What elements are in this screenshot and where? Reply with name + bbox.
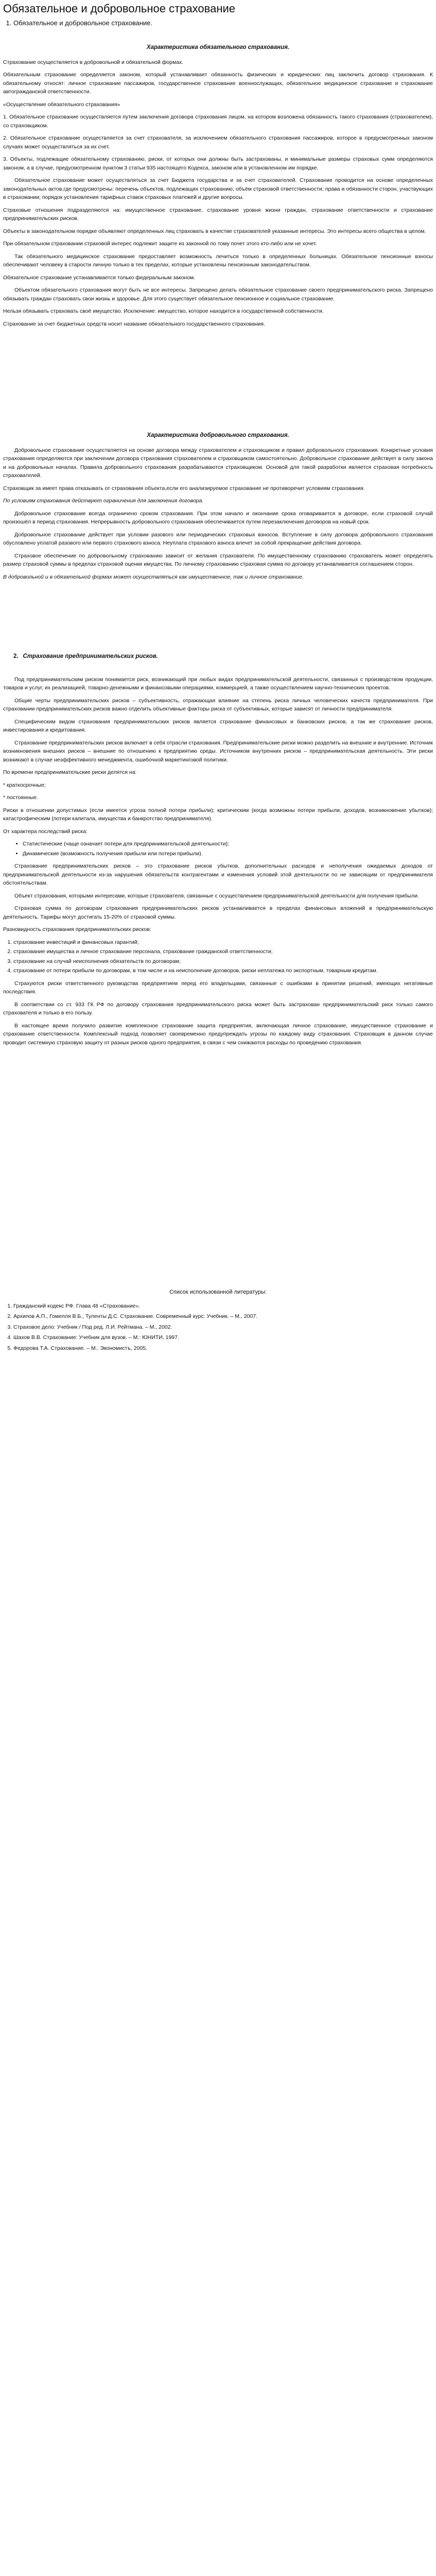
list-item: 4. страхование от потери прибыли по договорам, в том числе и на неисполнение договоров, риски неплатежа по экспортным, товарным кредитам. [13, 967, 433, 975]
paragraph: В добровольной и в обязательной формах может осуществляться как имущественное, так и личное страхование. [3, 573, 304, 580]
paragraph: Страховщик за имеет права отказывать от страхования объекта,если его анализируемое страхование не противоречит условиям страхования. [3, 485, 365, 492]
section-heading-voluntary: Характеристика добровольного страхования. [147, 432, 289, 438]
paragraph: Нельзя обязывать страховать своё имущество. Исключение: имущество, которое находится в государственной собственности. [3, 308, 324, 314]
paragraph: Обязательным страхование определяется законом, который устанавливает обязанность физических и юридических лиц заключить договор страхования. К обязательному относят: личное страхование пассажиров, государственное страхование военнослужащих, обязательное медицинское страхование и страхование автогражданской ответственности. [3, 72, 433, 95]
list-item: 2. страхование имущества и личное страхование персонала, страхование гражданской ответственности; [13, 947, 433, 956]
paragraph: 1. Обязательное страхование осуществляется путем заключения договора страхования лицом, на котором возложена обязанность такого страхования (страхователем), со страховщиком. [3, 114, 433, 129]
paragraph: От характера последствий риска: [3, 828, 88, 835]
references-list [3, 1302, 433, 1353]
section-number: 2. [13, 653, 19, 659]
paragraph: Страхование предпринимательских рисков включает в себя отрасли страхования. Предпринимательские риски можно разделить на внешние и внутренние. Источник возникновения внешних рисков – внешние по отношению к предприятию среды. Источником внутренних рисков – предпринимательская деятельность. Эти риски возникают в случае неэффективного менеджмента, ошибочной маркетинговой политики. [3, 739, 433, 763]
paragraph: Разновидность страхования предпринимательских рисков: [3, 926, 151, 933]
paragraph: Так обязательного медицинское страхование предоставляет возможность лечиться только в определенных больницах. Обязательное пенсионные взносы обеспечивают человеку в старости личную только в тех пределах, которые установлены пенсионным законодательством. [3, 253, 433, 268]
reference-item: 3. Страховое дело: Учебник / Под ред. Л.И. Рейтмана. – М., 2002. [13, 1323, 433, 1332]
paragraph: Страховое обеспечение по добровольному страхованию зависит от желания страхователя. По имущественному страхованию страхователь может определять размер страховой суммы в пределах страховой оценки имущества. По личному страхованию страховая сумма по договору устанавливается соглашением сторон. [3, 552, 433, 567]
paragraph: Объект страхования, которыми интересами, которые страхователя, связанные с осуществлением предпринимательской деятельности для получения прибыли. [14, 892, 419, 899]
section-title: Страхование предпринимательских рисков. [23, 653, 158, 659]
references-title: Список использованной литературы: [169, 1289, 267, 1295]
document-page [0, 2, 436, 2576]
paragraph: При обязательном страховании страховой интерес подлежит защите из законной по тому почет этого кто-либо или не хочет. [3, 241, 317, 247]
paragraph: В настоящее время получило развитие комплексное страхование защита предприятия, включающая личное страхование, имущественное страхование и страхование ответственности. Комплексный подход позволяет своевременно предупреждать угрозы по каждому виду страхования. Страховщик в данном случае проводит системную страховую защиту от разных рисков одного предприятия, в связи с чем снижаются расходы по проведению страхования. [3, 1022, 433, 1046]
paragraph: Добровольное страхование всегда ограничено сроком страхования. При этом начало и окончание срока оговаривается в договоре, если страховой случай произошёл в период страхования. Непрерывность добровольного страхования обеспечивается путем перезаключения договоров на новый срок. [3, 510, 433, 525]
paragraph: Страховая сумма по договорам страхования предпринимательских рисков устанавливается в пределах финансовых вложений в предпринимательскую деятельность. Тарифы могут достигать 15-20% от страховой суммы. [3, 905, 433, 920]
blank-space [3, 332, 433, 420]
paragraph: Добровольное страхование действует при условии разового или периодических страховых взносов. Вступление в силу договора добровольного страхования обусловлено уплатой разового или первого страхового взноса. Неуплата страхового взноса влечет за собой прекращение действия договора. [3, 531, 433, 546]
paragraph: Общие черты предпринимательских рисков – субъективность, отражающая влияние на степень риска личных человеческих качеств предпринимателя. При страховании предпринимательских рисков важно отделить объективные факторы риска от субъективных, которые зависят от личности предпринимателя. [3, 697, 433, 712]
reference-item: 4. Шахов В.В. Страхование: Учебник для вузов. – М.: ЮНИТИ, 1997. [13, 1333, 433, 1342]
bullet-list [3, 840, 433, 858]
list-item: • Динамические (возможность получения прибыли или потери прибыли). [23, 850, 433, 858]
reference-item: 2. Архипов А.П., Гомелля В.Б., Туленты Д.С. Страхование. Современный курс: Учебник. – М., 2007. [13, 1312, 433, 1321]
reference-item: 1. Гражданский кодекс РФ. Глава 48 «Страхование». [13, 1302, 433, 1311]
paragraph: 2. Обязательное страхование осуществляется за счет страхователя, за исключением обязательного страхования пассажиров, которое в предусмотренных законом случаях может осуществляться за их счет. [3, 135, 433, 150]
section-heading-mandatory: Характеристика обязательного страхования. [146, 44, 290, 50]
paragraph: Объекты в законодательном порядке объявляют определенных лиц страховать в качестве страхователей указанные интересы. Это интересы всего общества в целом. [3, 228, 426, 234]
paragraph: 3. Объекты, подлежащие обязательному страхованию, риски, от которых они должны быть застрахованы, и минимальные размеры страховых сумм определяются законом, а в случае, предусмотренном пунктом 3 статьи 935 настоящего Кодекса, законом или в установленном им порядке. [3, 156, 433, 171]
blank-space [3, 585, 433, 647]
paragraph: Объектом обязательного страхования могут быть не все интересы. Запрещено делать обязательное страхование своего предпринимательского риска. Запрещено обязывать граждан страховать свои жизнь и здоровье. Для этого существует обязательное пенсионное и социальное страхование. [3, 287, 433, 302]
paragraph: «Осуществление обязательного страхования» [3, 101, 120, 108]
paragraph: Страхование осуществляется в добровольной и обязательной формах. [3, 59, 184, 65]
reference-item: 5. Федорова Т.А. Страхование. – М.: Экономистъ, 2005. [13, 1344, 433, 1353]
paragraph: Страховые отношения подразделяются на: имущественное страхование, страхование уровня жизни граждан, страхование ответственности и страхование предпринимательских рисков. [3, 207, 433, 222]
numbered-list [3, 938, 433, 975]
paragraph: Специфическим видом страхования предпринимательских рисков является страхование финансовых и банковских рисков, а так же страхование рисков, инвестирования и кредитования. [3, 718, 433, 733]
paragraph: * постоянные. [3, 794, 38, 801]
list-item: 3. страхование на случай неисполнения обязательств по договорам; [13, 957, 433, 966]
document-title: Обязательное и добровольное страхование [3, 2, 235, 15]
paragraph: Добровольное страхование осуществляется на основе договора между страхователем и страховщиком и правил добровольного страхования. Конкретные условия страхования определяются при заключении договора страхования страхователем и страховщиком самостоятельно. Добровольное страхование действует в силу закона и на добровольных началах. Правила добровольного страхования разрабатываются страховщиком. Основой для такой разработки является страховая потребность страхователей. [3, 447, 433, 479]
blank-space [3, 1051, 433, 1288]
paragraph: В соответствии со ст. 933 ГК РФ по договору страхования предпринимательского риска может быть застрахован предпринимательский риск только самого страхователя и только в его пользу. [3, 1001, 433, 1016]
paragraph: * краткосрочные; [3, 782, 46, 788]
paragraph: Обязательное страхование может осуществляться за счет Бюджета государства и за счет страхователей. Страхование проводится на основе определенных законодательных актов,где предусмотрены: перечень объектов, подлежащих страхованию; объём страховой ответственности; права и обязанности сторон, участвующих в страховании; порядок установления тарифных ставок страховых платежей и другие вопросы. [3, 177, 433, 200]
table-of-contents [13, 19, 433, 28]
paragraph: Страхуются риски ответственного руководства предприятием перед его владельцами, связанные с ошибками в принятии решений, имеющих негативные последствия. [3, 980, 433, 995]
paragraph: Обязательное страхование устанавливается только федеральным законом. [3, 274, 196, 281]
paragraph: По условиям страхования действуют ограничения для заключения договора. [3, 498, 204, 504]
paragraph: Страхование за счет бюджетных средств носит название обязательного государственного страхования. [3, 320, 266, 327]
toc-item[interactable]: 1. Обязательное и добровольное страхование. [13, 19, 433, 28]
section-heading-risks [3, 652, 433, 661]
list-item: 1. страхование инвестиций и финансовых гарантий; [13, 938, 433, 947]
paragraph: Риски в отношении допустимых (если имеется угроза полной потери прибыли); критическим (когда возможны потери прибыли, доходов, возникновение убытков); катастрофическим (потери капитала, имущества и банкротство предпринимателя). [3, 807, 433, 822]
paragraph: По времени предпринимательские риски делятся на: [3, 769, 137, 775]
list-item: • Статистические (чаще означает потери для предпринимательской деятельности); [23, 840, 433, 849]
paragraph: Страхование предпринимательских рисков – это страхование рисков убытков, дополнительных расходов и неполучения ожидаемых доходов от предпринимательской деятельности из-за нарушения обязательств контрагентами и изменения условий этой деятельности по не зависящим от предпринимателя обстоятельствам. [3, 863, 433, 886]
paragraph: Под предпринимательским риском понимается риск, возникающий при любых видах предпринимательской деятельности, связанных с производством продукции, товаров и услуг, их реализацией, товарно-денежными и финансовыми операциями, коммерцией, а также осуществлением научно-технических проектов. [3, 676, 433, 691]
